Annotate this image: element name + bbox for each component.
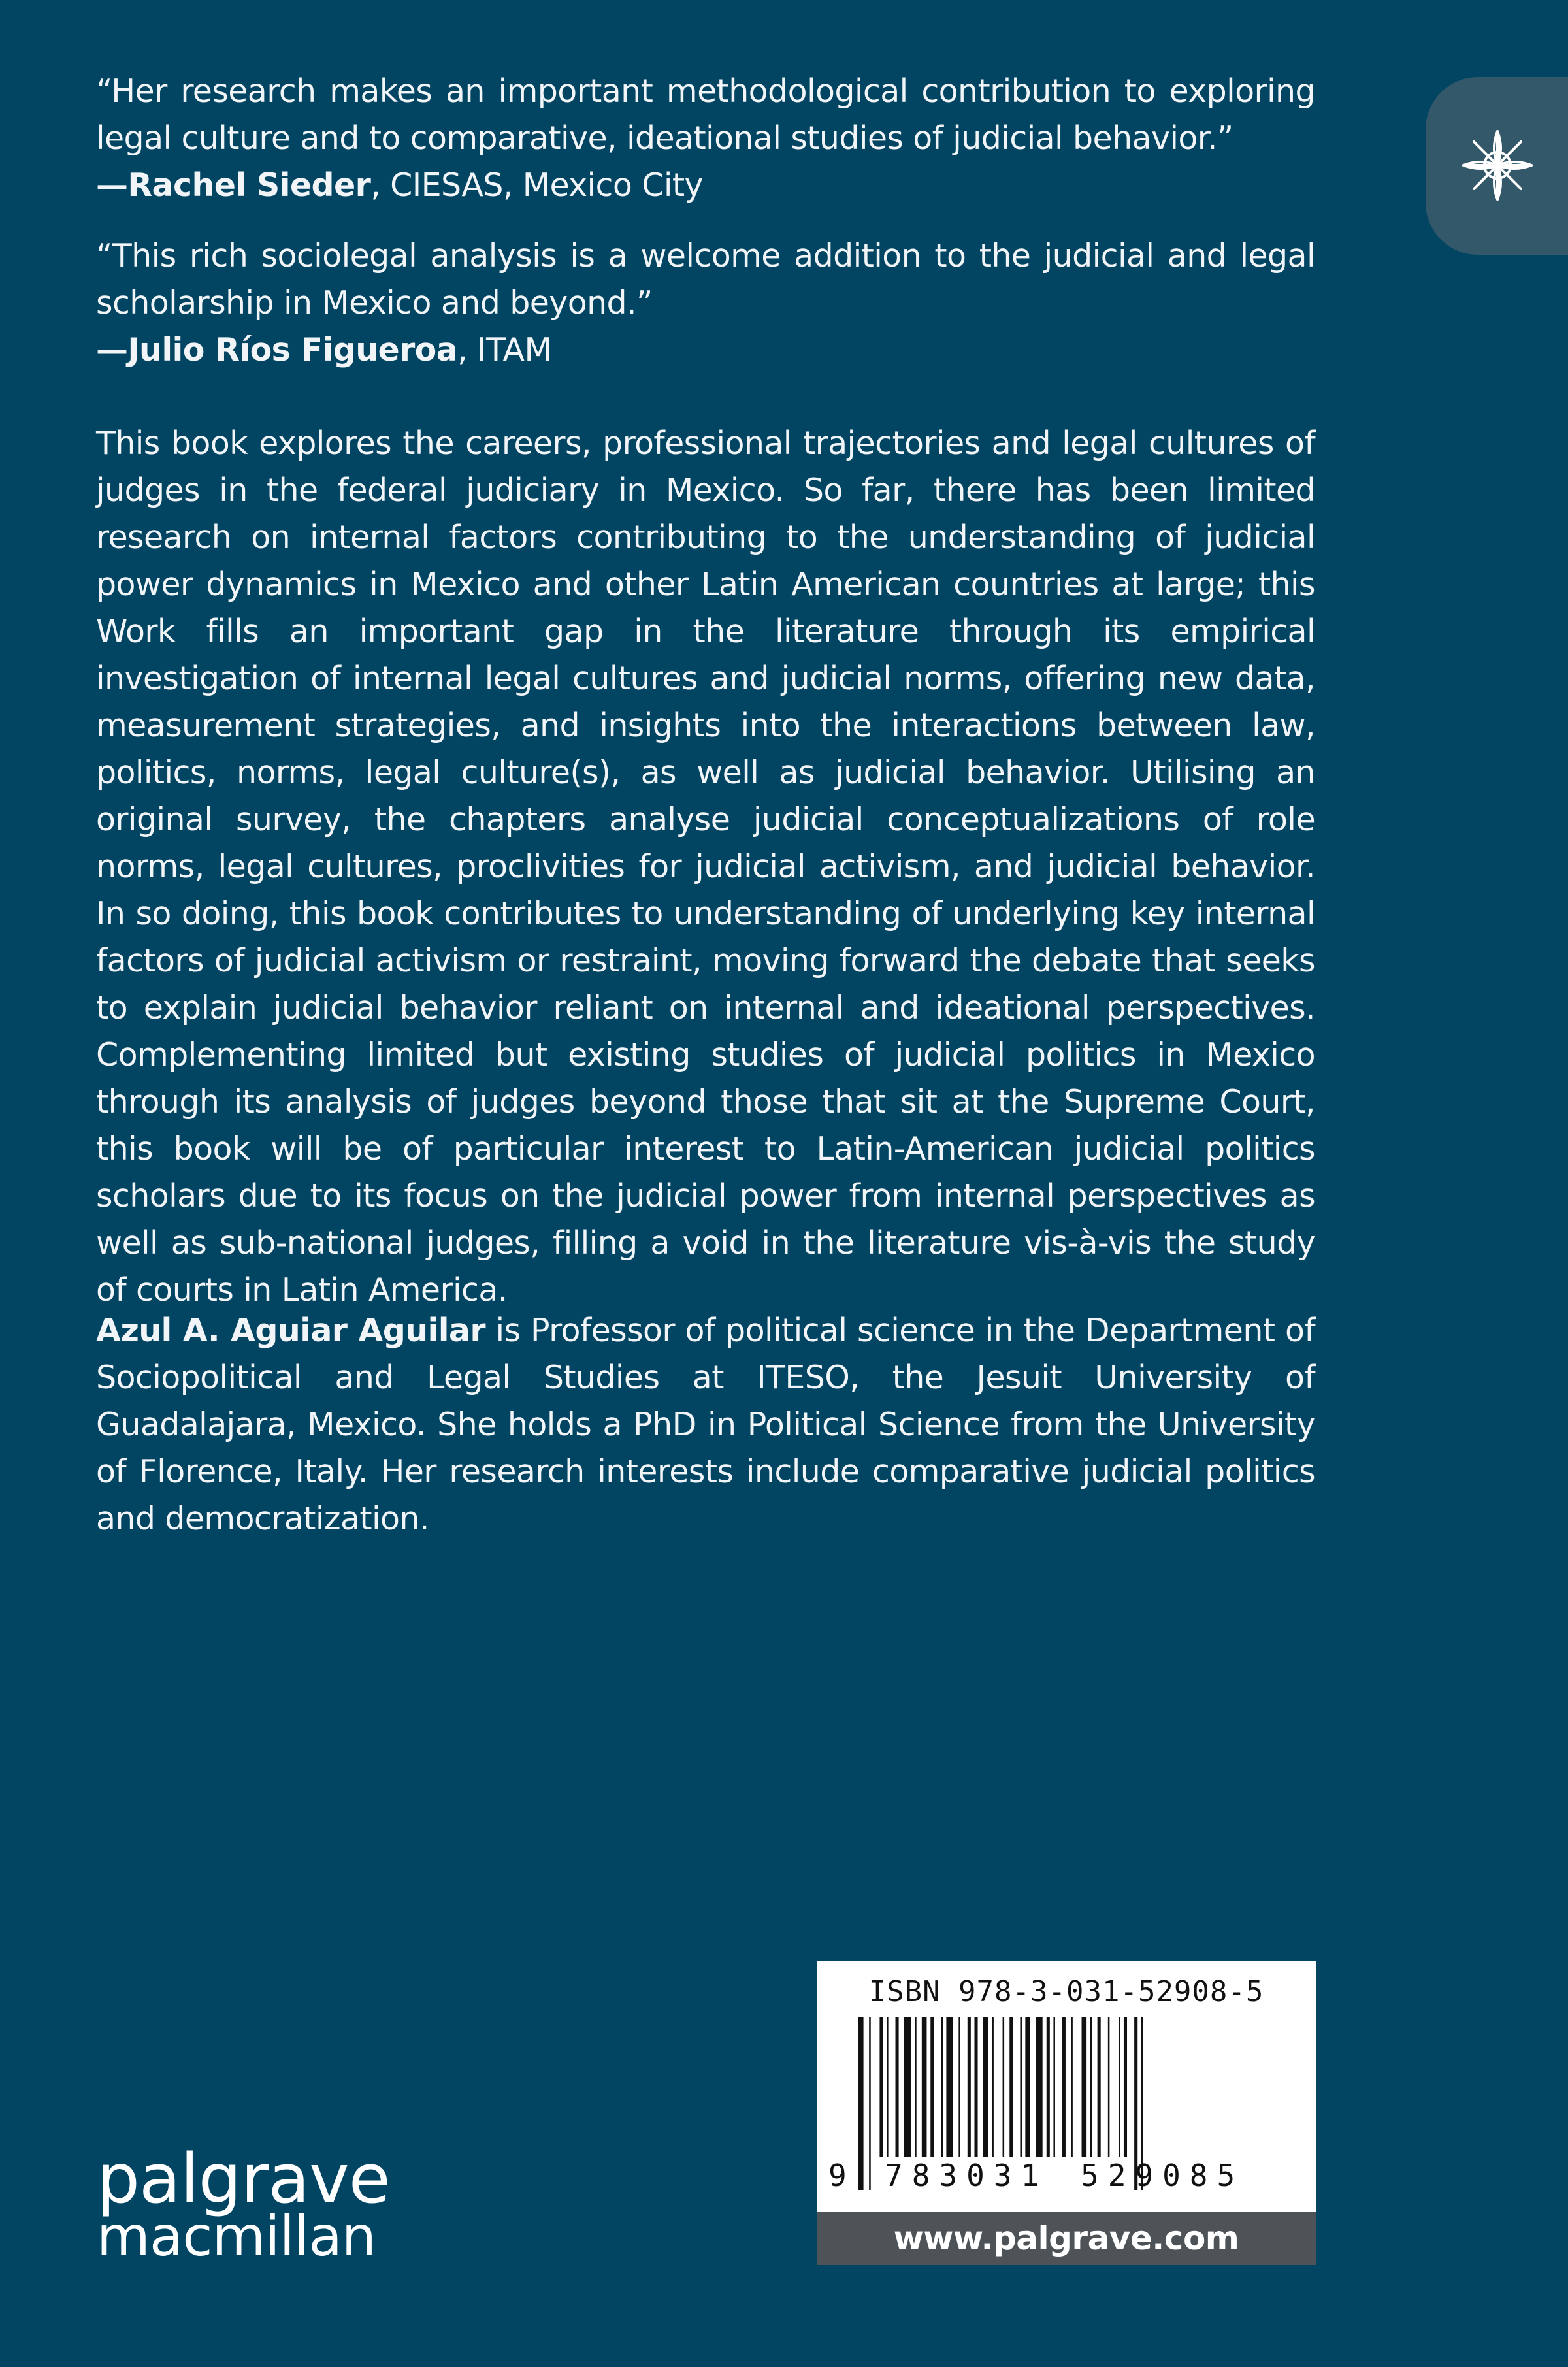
barcode-bar (887, 2017, 889, 2157)
barcode-bar (1025, 2017, 1030, 2157)
barcode-bar (992, 2017, 994, 2157)
publisher-tab (1426, 77, 1568, 255)
barcode-bar (896, 2017, 899, 2157)
barcode-bar (1047, 2017, 1050, 2157)
author-name: Azul A. Aguiar Aguilar (96, 1312, 485, 1349)
logo-palgrave: palgrave (97, 2139, 390, 2219)
barcode-bar (869, 2017, 871, 2190)
barcode-bar (983, 2017, 988, 2157)
barcode-bar (941, 2017, 943, 2157)
quote-author: Julio Ríos Figueroa (127, 331, 458, 368)
quote-text: “This rich sociolegal analysis is a welcome addition to the judicial and legal scholarship in Mexico and beyond.” (96, 237, 1315, 321)
barcode-bar (1003, 2017, 1005, 2157)
endorsement-quote-1 (96, 68, 1315, 209)
quote-author: Rachel Sieder (127, 167, 371, 204)
quote-attribution (96, 327, 1315, 374)
barcode-bar (1108, 2017, 1110, 2157)
author-bio (96, 1307, 1315, 1543)
barcode-bar (1098, 2017, 1101, 2157)
barcode-lead-digit: 9 (828, 2158, 847, 2193)
barcode-bar (1009, 2017, 1013, 2157)
endorsement-quote-2 (96, 233, 1315, 374)
barcode-bar (958, 2017, 960, 2157)
barcode-bar (1082, 2017, 1087, 2157)
barcode-bar (1020, 2017, 1022, 2157)
barcode-bar (1090, 2017, 1092, 2157)
quote-affiliation: , CIESAS, Mexico City (370, 167, 703, 204)
quote-affiliation: , ITAM (457, 331, 552, 368)
quote-dash: — (96, 167, 128, 204)
barcode-bar (915, 2017, 917, 2157)
barcode-bar (946, 2017, 953, 2157)
quote-dash: — (96, 331, 128, 368)
publisher-url: www.palgrave.com (817, 2212, 1316, 2265)
barcode-bar (904, 2017, 911, 2157)
publisher-logo (97, 2139, 390, 2268)
barcode-bar (930, 2017, 934, 2157)
barcode-bar (1053, 2017, 1055, 2157)
barcode-bar (974, 2017, 977, 2157)
barcode-bar (1119, 2017, 1120, 2157)
palgrave-star-icon (1458, 126, 1537, 204)
author-bio-text: is Professor of political science in the Department of Sociopolitical and Legal Studies at ITESO, the Jesuit University of Guadalajara, Mexico. She holds a PhD in Political Science from the University of Florence, Italy. Her research interests include comparative judicial politics and democratization. (96, 1312, 1315, 1537)
barcode-bar (1071, 2017, 1073, 2157)
barcode-bar (968, 2017, 971, 2157)
barcode-bar (879, 2017, 883, 2157)
isbn-barcode (817, 1961, 1316, 2212)
book-description: This book explores the careers, professional trajectories and legal cultures of judges in the federal judiciary in Mexico. So far, there has been limited research on internal factors contributing to the understanding of judicial power dynamics in Mexico and other Latin American countries at large; this Work fills an important gap in the literature through its empirical investigation of internal legal cultures and judicial norms, offering new data, measurement strategies, and insights into the interactions between law, politics, norms, legal culture(s), as well as judicial behavior. Utilising an original survey, the chapters analyse judicial conceptualizations of role norms, legal cultures, proclivities for judicial activism, and judicial behavior. In so doing, this book contributes to understanding of underlying key internal factors of judicial activism or restraint, moving forward the debate that seeks to explain judicial behavior reliant on internal and ideational perspectives. Complementing limited but existing studies of judicial politics in Mexico through its analysis of judges beyond those that sit at the Supreme Court, this book will be of particular interest to Latin-American judicial politics scholars due to its focus on the judicial power from internal perspectives as well as sub-national judges, filling a void in the literature vis-à-vis the study of courts in Latin America. (96, 425, 1315, 1309)
barcode-bar (1036, 2017, 1043, 2157)
barcode-digits-right: 529085 (1081, 2158, 1245, 2193)
logo-macmillan: macmillan (97, 2204, 376, 2268)
barcode-bar (1062, 2017, 1066, 2157)
quote-text: “Her research makes an important methodological contribution to exploring legal culture and to comparative, ideational studies of judicial behavior.” (96, 73, 1315, 157)
quote-attribution (96, 162, 1315, 209)
barcode-bar (1124, 2017, 1127, 2157)
barcode-digits-left: 783031 (885, 2158, 1049, 2193)
barcode-bar (858, 2017, 864, 2190)
barcode-bar (922, 2017, 927, 2157)
isbn-label: ISBN 978-3-031-52908-5 (868, 1975, 1264, 2008)
